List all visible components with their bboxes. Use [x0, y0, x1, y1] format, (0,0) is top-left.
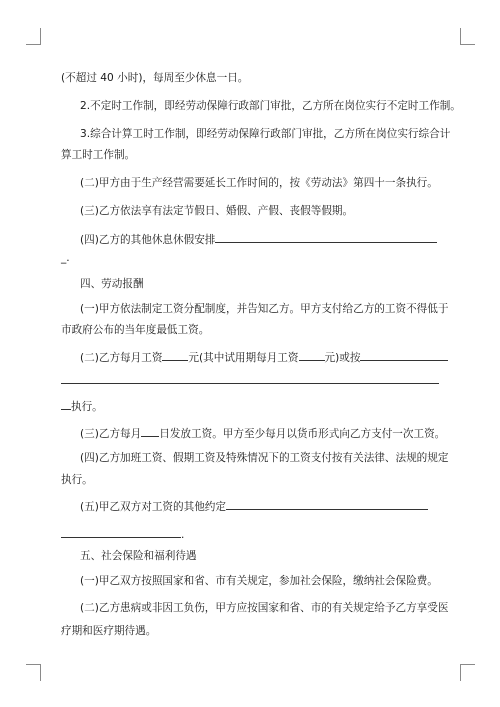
text-line: 疗期和医疗期待遇。 — [61, 625, 157, 637]
text-label: (二)乙方每月工资 — [80, 352, 163, 364]
text-line: (二)乙方患病或非因工负伤，甲方应按国家和省、市的有关规定给予乙方享受医 — [80, 602, 449, 614]
fill-in-blank-full-line[interactable] — [61, 383, 439, 384]
text-line: (四)乙方加班工资、假期工资及特殊情况下的工资支付按有关法律、法规的规定 — [80, 452, 449, 464]
other-wage-agreement-line — [80, 498, 439, 515]
pay-day-line — [80, 425, 446, 442]
section-heading-remuneration: 四、劳动报酬 — [80, 278, 144, 290]
text-label: 元)或按 — [324, 352, 361, 364]
text-label: (五)甲乙双方对工资的其他约定 — [80, 501, 226, 513]
fill-in-blank[interactable] — [61, 526, 181, 538]
text-line: (一)甲乙双方按照国家和省、市有关规定，参加社会保险，缴纳社会保险费。 — [80, 575, 438, 587]
fill-in-blank[interactable] — [226, 498, 428, 510]
text-label: (四)乙方的其他休息休假安排 — [80, 234, 216, 246]
crop-mark-bottom-left — [26, 664, 41, 681]
text-label: 执行。 — [71, 401, 103, 413]
execute-line — [61, 398, 439, 415]
text-label: 元(其中试用期每月工资 — [188, 352, 299, 364]
text-label: . — [181, 529, 185, 541]
text-line: 3.综合计算工时工作制，即经劳动保障行政部门审批，乙方所在岗位实行综合计 — [80, 128, 451, 140]
monthly-wage-line — [80, 349, 439, 366]
pay-day-blank[interactable] — [141, 425, 159, 437]
probation-wage-blank[interactable] — [299, 349, 325, 361]
text-label: 日发放工资。甲方至少每月以货币形式向乙方支付一次工资。 — [159, 428, 446, 440]
fill-in-blank[interactable] — [61, 398, 71, 410]
wage-basis-blank[interactable] — [360, 349, 448, 361]
text-line: 2.不定时工作制，即经劳动保障行政部门审批，乙方所在岗位实行不定时工作制。 — [80, 100, 461, 112]
section-heading-social-insurance: 五、社会保险和福利待遇 — [80, 550, 197, 562]
other-rest-arrangement-line — [80, 231, 439, 248]
wage-amount-blank[interactable] — [162, 349, 188, 361]
crop-mark-top-left — [26, 28, 41, 45]
text-label: (三)乙方每月 — [80, 428, 142, 440]
fill-in-blank[interactable] — [215, 231, 437, 243]
text-line: 执行。 — [61, 474, 93, 486]
text-line: (三)乙方依法享有法定节假日、婚假、产假、丧假等假期。 — [80, 205, 354, 217]
text-line: _. — [61, 252, 70, 264]
crop-mark-bottom-right — [460, 664, 475, 681]
text-line: (一)甲方依法制定工资分配制度，并告知乙方。甲方支付给乙方的工资不得低于 — [80, 303, 449, 315]
fill-in-line — [61, 526, 439, 543]
text-line: 市政府公布的当年度最低工资。 — [61, 324, 210, 336]
text-line: 算工时工作制。 — [61, 149, 136, 161]
text-line: (二)甲方由于生产经营需要延长工作时间的，按《劳动法》第四十一条执行。 — [80, 177, 438, 189]
crop-mark-top-right — [460, 28, 475, 45]
text-line: (不超过 40 小时)，每周至少休息一日。 — [61, 72, 249, 84]
